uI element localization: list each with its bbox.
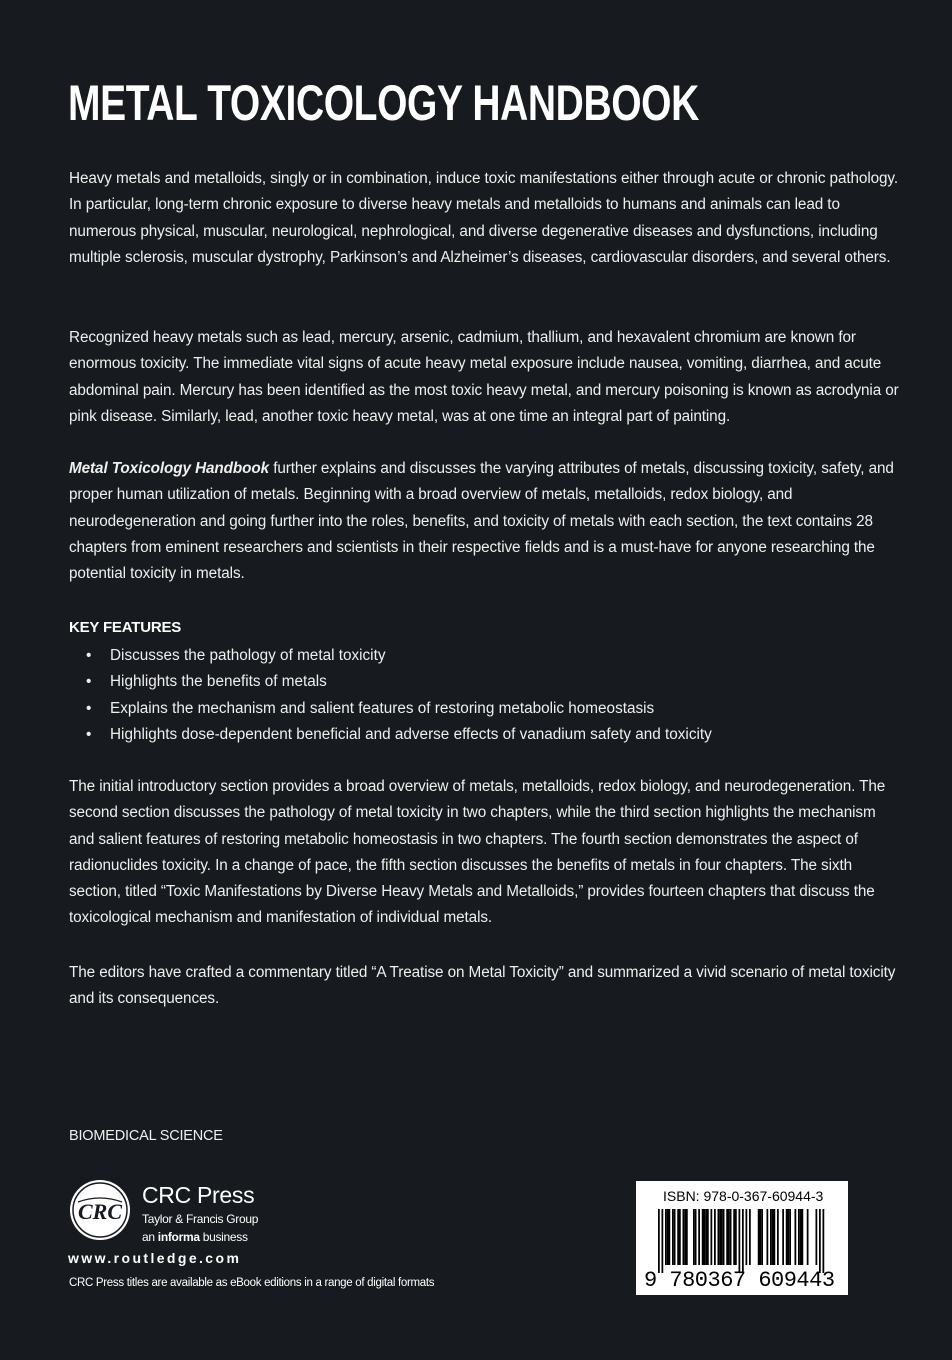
barcode-bar	[746, 1209, 748, 1265]
book-title: METAL TOXICOLOGY HANDBOOK	[68, 75, 699, 131]
logo-lettering: CRC	[77, 1199, 123, 1224]
publisher-name: CRC Press	[142, 1182, 255, 1208]
barcode-bar	[735, 1209, 737, 1265]
barcode-bar	[704, 1209, 706, 1265]
publisher-group: Taylor & Francis Group	[142, 1212, 259, 1226]
barcode-bar	[733, 1209, 735, 1265]
paragraph-text	[69, 456, 899, 587]
barcode-bar	[667, 1209, 669, 1265]
barcode-bar	[819, 1209, 821, 1273]
barcode-bar	[707, 1209, 709, 1265]
barcode-bar	[760, 1209, 762, 1265]
barcode-bar	[695, 1209, 697, 1265]
barcode-bar	[730, 1209, 732, 1265]
key-features-list	[69, 643, 712, 748]
barcode-bar	[739, 1209, 741, 1273]
barcode-bar	[698, 1209, 700, 1265]
key-feature-text: Highlights dose-dependent beneficial and adverse effects of vanadium safety and toxicity	[110, 725, 712, 743]
barcode-bar	[823, 1209, 825, 1273]
barcode-bar	[723, 1209, 725, 1265]
description-paragraph-4	[69, 774, 899, 932]
barcode-bar	[665, 1209, 667, 1265]
key-feature-item	[69, 643, 712, 669]
crc-logo-icon	[68, 1178, 132, 1242]
barcode-bar	[774, 1209, 776, 1265]
paragraph-text: The initial introductory section provides a broad overview of metals, metalloids, redox biology, and neurodegeneration. The second section discusses the pathology of metal toxicity in two chapters, while the third section highlights the mechanism and salient features of restoring metabolic homeostasis in two chapters. The fourth section demonstrates the aspect of radionuclides toxicity. In a change of pace, the fifth section discusses the benefits of metals in four chapters. The sixth section, titled “Toxic Manifestations by Diverse Heavy Metals and Metalloids,” provides fourteen chapters that discuss the toxicological mechanism and manifestation of individual metals.	[69, 778, 886, 927]
barcode-bar	[718, 1209, 720, 1265]
barcode-bar	[782, 1209, 784, 1265]
publisher-informa	[142, 1230, 248, 1244]
barcode-bar	[795, 1209, 797, 1265]
barcode-bar	[807, 1209, 809, 1265]
barcode-bar	[693, 1209, 695, 1265]
bullet-icon: •	[86, 673, 92, 691]
barcode-bar	[684, 1209, 686, 1265]
barcode-bar	[677, 1209, 679, 1265]
barcode-bar	[674, 1209, 676, 1265]
barcode-bar	[728, 1209, 730, 1265]
paragraph-rest: further explains and discusses the varying attributes of metals, discussing toxicity, safety, and proper human utilization of metals. Beginning with a broad overview of metals, metalloids, redox biology, and neurodegeneration and going further into the roles, benefits, and toxicity of metals with each section, the text contains 28 chapters from eminent researchers and scientists in their respective fields and is a must-have for anyone researching the potential toxicity in metals.	[69, 460, 894, 583]
barcode-bar	[770, 1209, 772, 1265]
barcode-bar	[788, 1209, 790, 1265]
bullet-icon: •	[86, 647, 92, 664]
ebook-note: CRC Press titles are available as eBook editions in a range of digital formats	[69, 1277, 435, 1289]
barcode-bar	[742, 1209, 744, 1273]
paragraph-text: Heavy metals and metalloids, singly or in combination, induce toxic manifestations either through acute or chronic pathology. In particular, long-term chronic exposure to diverse heavy metals and metalloids to humans and animals can lead to numerous physical, muscular, neurological, nephrological, and diverse degenerative diseases and dysfunctions, including multiple sclerosis, muscular dystrophy, Parkinson’s and Alzheimer’s diseases, cardiovascular disorders, and several others.	[69, 170, 898, 266]
key-feature-text: Explains the mechanism and salient features of restoring metabolic homeostasis	[110, 699, 655, 717]
informa-brand: informa	[157, 1230, 200, 1244]
subject-category: BIOMEDICAL SCIENCE	[69, 1128, 223, 1144]
barcode-bar	[816, 1209, 818, 1265]
informa-prefix: an	[142, 1230, 158, 1244]
barcode-bar	[662, 1209, 664, 1273]
barcode-bar	[749, 1209, 751, 1265]
description-paragraph-5	[69, 960, 899, 1013]
key-feature-item	[69, 696, 712, 722]
barcode-bar	[802, 1209, 804, 1265]
bullet-icon: •	[86, 725, 92, 743]
paragraph-text: Recognized heavy metals such as lead, mercury, arsenic, cadmium, thallium, and hexavalent chromium are known for enormous toxicity. The immediate vital signs of acute heavy metal exposure include nausea, vomiting, diarrhea, and acute abdominal pain. Mercury has been identified as the most toxic heavy metal, and mercury poisoning is known as acrodynia or pink disease. Similarly, lead, another toxic heavy metal, was at one time an integral part of painting.	[69, 329, 899, 425]
barcode-bar	[758, 1209, 760, 1265]
key-features-heading: KEY FEATURES	[69, 619, 182, 636]
barcode-bar	[761, 1209, 763, 1265]
isbn-label: ISBN: 978-0-367-60944-3	[663, 1188, 824, 1204]
barcode-bar	[721, 1209, 723, 1265]
barcode-bar	[711, 1209, 713, 1265]
barcode-bar	[789, 1209, 791, 1265]
informa-suffix: business	[199, 1230, 248, 1244]
barcode-bar	[786, 1209, 788, 1265]
barcode-bar	[777, 1209, 779, 1265]
description-paragraph-1	[69, 166, 899, 271]
barcode-bar	[798, 1209, 800, 1265]
key-feature-item	[69, 669, 712, 695]
barcode-bar	[686, 1209, 688, 1265]
publisher-website: www.routledge.com	[68, 1250, 242, 1266]
barcode-bar	[719, 1209, 721, 1265]
key-feature-item	[69, 722, 712, 748]
barcode-bar	[767, 1209, 769, 1265]
barcode-bar	[683, 1209, 685, 1265]
description-paragraph-3	[69, 456, 899, 587]
barcode-bar	[726, 1209, 728, 1265]
barcode-bar	[800, 1209, 802, 1265]
barcode-bar	[705, 1209, 707, 1265]
book-title-italic: Metal Toxicology Handbook	[69, 460, 270, 477]
key-feature-text: Highlights the benefits of metals	[110, 673, 327, 691]
barcode-bar	[679, 1209, 681, 1265]
barcode-bar	[772, 1209, 774, 1265]
barcode-bar	[658, 1209, 660, 1273]
barcode-bar	[672, 1209, 674, 1265]
isbn-barcode	[636, 1181, 848, 1295]
barcode-bar	[669, 1209, 671, 1265]
paragraph-text: The editors have crafted a commentary titled “A Treatise on Metal Toxicity” and summarized a vivid scenario of metal toxicity and its consequences.	[69, 964, 896, 1008]
description-paragraph-2	[69, 325, 899, 430]
barcode-bar	[714, 1209, 716, 1265]
key-feature-text: Discusses the pathology of metal toxicity	[110, 647, 386, 664]
bullet-icon: •	[86, 699, 92, 717]
isbn-digits: 9 780367 609443	[644, 1268, 835, 1293]
barcode-bar	[702, 1209, 704, 1265]
